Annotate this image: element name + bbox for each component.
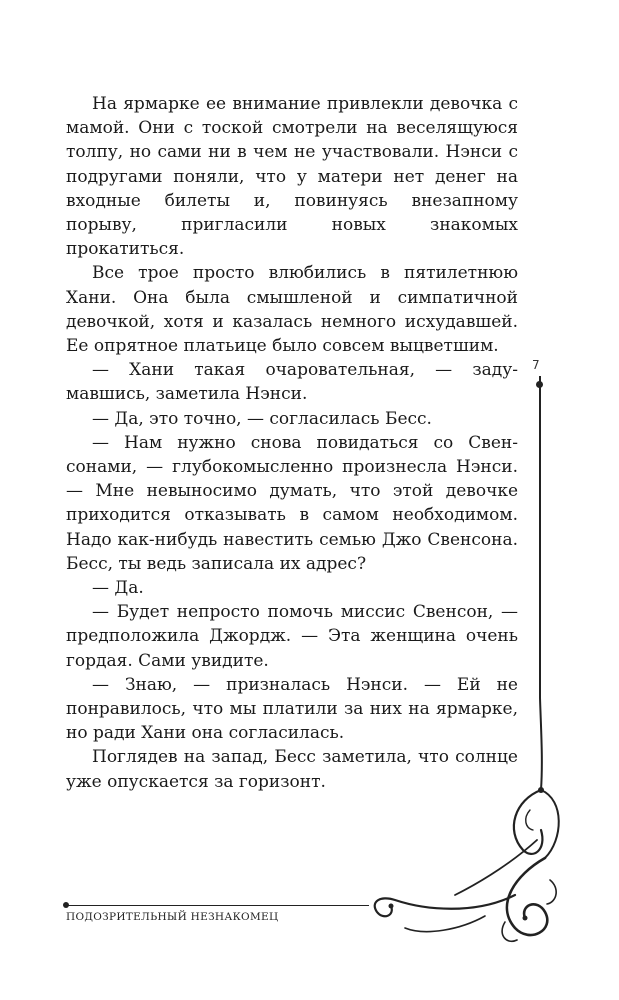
body-text [66,92,518,794]
paragraph: Все трое просто влюбились в пятилетнюю Хани. Она была смышленой и симпатичной девочкой, хотя и казалась немного исхудавшей. Ее опрятное платьице было совсем выцветшим. [66,263,518,357]
paragraph: — Будет непросто помочь миссис Свенсон, — предположила Джордж. — Эта женщина очень гордая. Сами увидите. [66,602,518,671]
paragraph: — Нам нужно снова повидаться со Свенсонами, — глубокомысленно произнесла Нэнси. — Мне невыносимо думать, что этой девочке приходится отказывать в самом необходимом. Надо как-нибудь навестить семью Джо Свенсона. Бесс, ты ведь записала их адрес? [66,432,518,574]
paragraph: — Хани такая очаровательная, — задумавшись, заметила Нэнси. [66,360,518,405]
margin-rule [539,376,541,698]
paragraph: Поглядев на запад, Бесс заметила, что солнце уже опускается за горизонт. [66,747,518,792]
footer-rule [66,905,369,906]
running-title: ПОДОЗРИТЕЛЬНЫЙ НЕЗНАКОМЕЦ [66,911,279,923]
footer-dot [63,902,69,908]
margin-dot [536,381,543,388]
page-number: 7 [532,358,540,372]
paragraph: На ярмарке ее внимание привлекли девочка с мамой. Они с тоской смотрели на веселящуюся толпу, но сами ни в чем не участвовали. Нэнси с подругами поняли, что у матери нет денег на входные билеты и, повинуясь внезапному порыву, пригласили новых знакомых прокатиться. [66,94,518,260]
flourish-ornament-icon [365,690,565,950]
paragraph: — Знаю, — призналась Нэнси. — Ей не понравилось, что мы платили за них на ярмарке, но ради Хани она согласилась. [66,674,518,744]
paragraph: — Да. [92,578,144,599]
paragraph: — Да, это точно, — согласилась Бесс. [92,408,432,429]
